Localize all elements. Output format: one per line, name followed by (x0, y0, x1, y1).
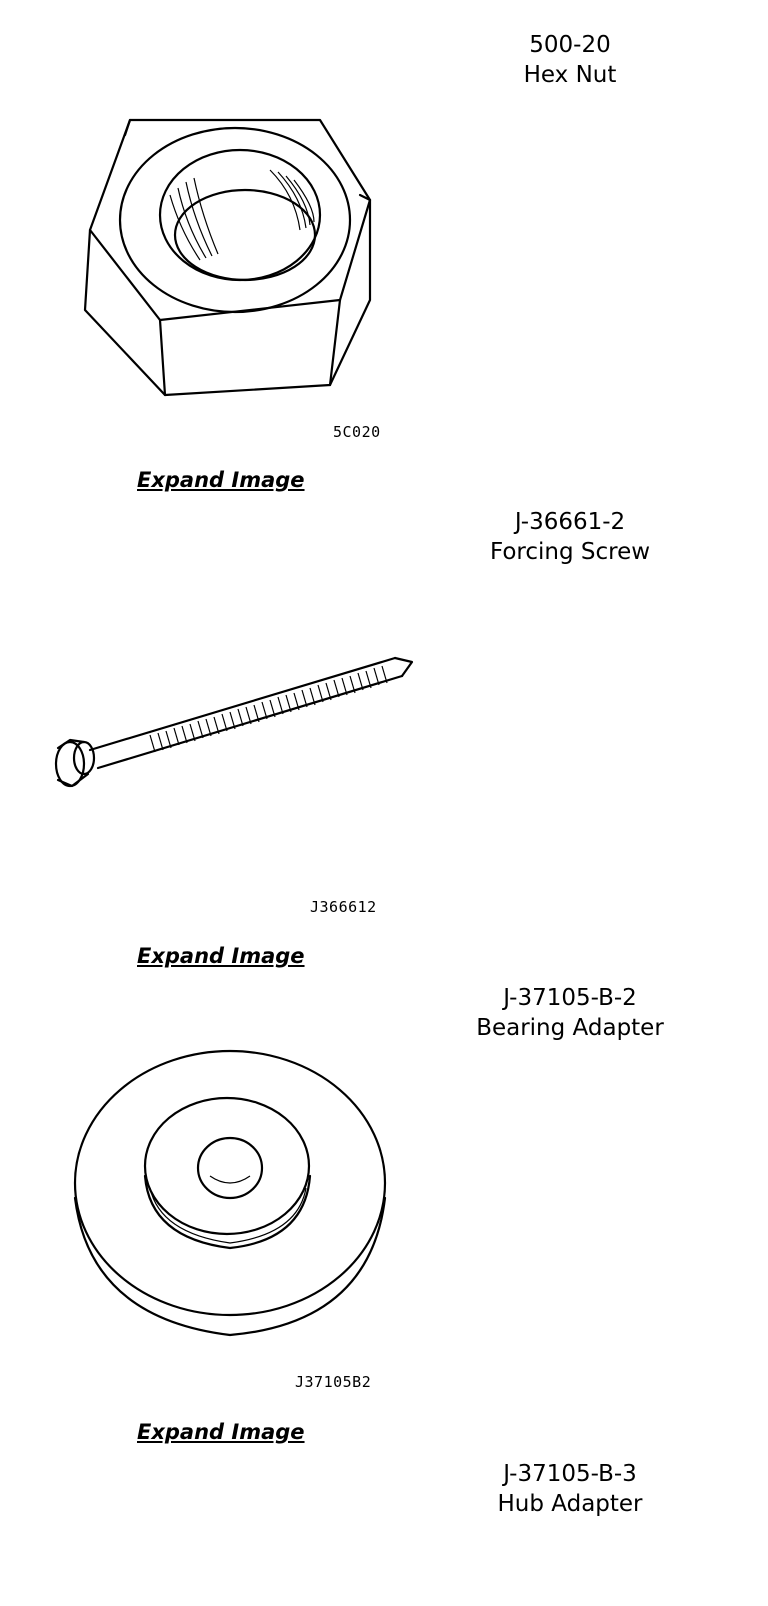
bearing-adapter-drawing-icon (70, 1048, 470, 1343)
part-number: 500-20 (529, 32, 611, 58)
tool-label (460, 507, 680, 567)
part-name: Forcing Screw (489, 539, 651, 565)
part-name: Hex Nut (523, 62, 617, 88)
figure-code: J366612 (310, 898, 377, 916)
tool-label (460, 1459, 680, 1519)
part-name: Hub Adapter (497, 1491, 643, 1517)
figure-code: J37105B2 (295, 1373, 372, 1391)
hex-nut-drawing-icon (70, 100, 470, 410)
expand-image-link[interactable]: Expand Image (137, 944, 305, 968)
part-number: J-36661-2 (514, 509, 626, 535)
forcing-screw-drawing-icon (40, 640, 440, 790)
expand-image-link[interactable]: Expand Image (137, 1420, 305, 1444)
tool-label (460, 983, 680, 1043)
tool-label (460, 30, 680, 90)
expand-image-link[interactable]: Expand Image (137, 468, 305, 492)
part-number: J-37105-B-3 (503, 1461, 637, 1487)
part-number: J-37105-B-2 (503, 985, 637, 1011)
figure-code: 5C020 (333, 423, 381, 441)
part-name: Bearing Adapter (476, 1015, 664, 1041)
